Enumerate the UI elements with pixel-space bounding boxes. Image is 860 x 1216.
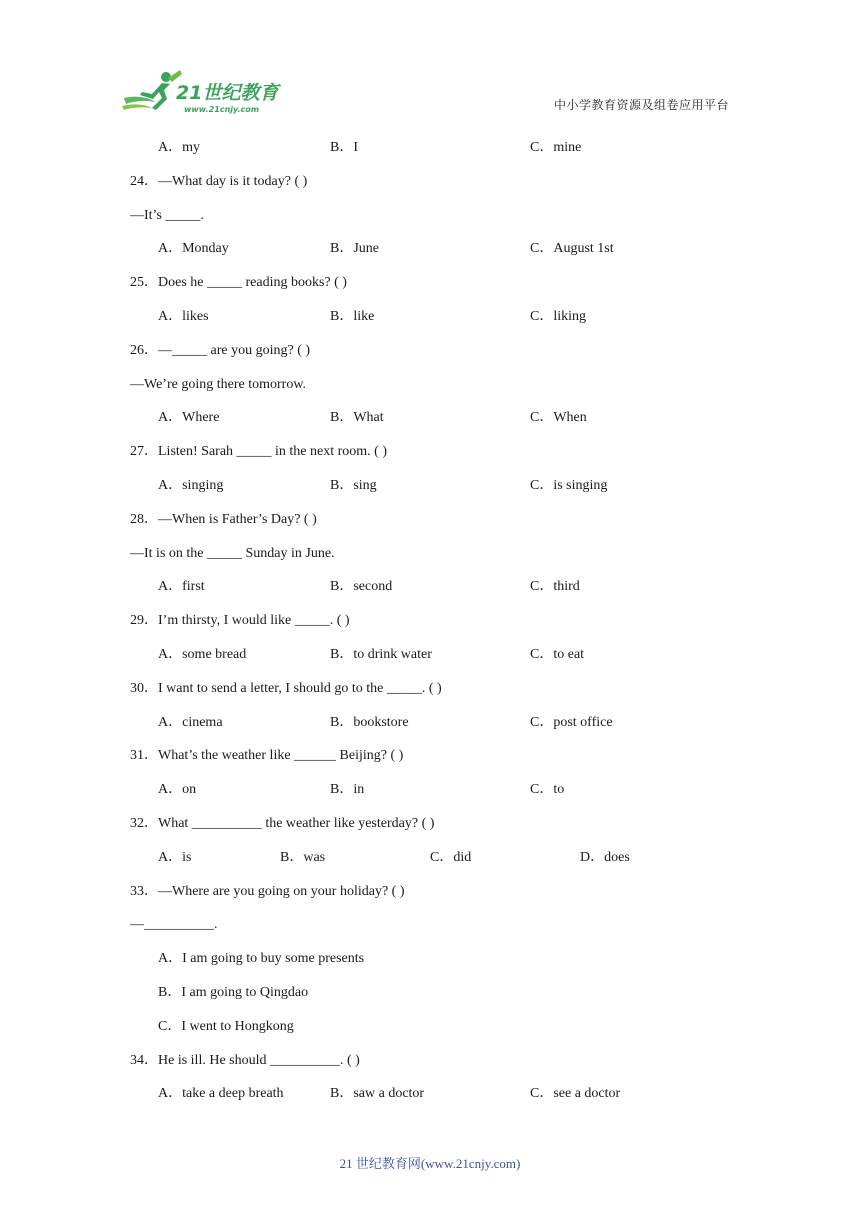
page-header: [0, 0, 860, 130]
question-stem: [0, 334, 860, 368]
dialog-text: —It’s _____.: [130, 207, 204, 223]
answer-options: [0, 1010, 860, 1044]
question-text: 31．What’s the weather like ______ Beijing? ( ): [130, 748, 404, 764]
answer-option: B．I: [330, 140, 358, 155]
question-stem: [0, 165, 860, 199]
question-text: 32．What __________ the weather like yesterday? ( ): [130, 816, 435, 831]
answer-options: [0, 570, 860, 604]
dialog-line: [0, 537, 860, 571]
dialog-text: —__________.: [130, 917, 218, 933]
answer-option: C．to eat: [530, 647, 585, 662]
answer-options: [0, 976, 860, 1010]
answer-option: A．cinema: [158, 714, 223, 730]
question-stem: [0, 807, 860, 841]
answer-option: C．liking: [530, 309, 587, 324]
dialog-text: —We’re going there tomorrow.: [130, 376, 307, 392]
question-stem: [0, 739, 860, 773]
dialog-text: —It is on the _____ Sunday in June.: [130, 545, 335, 561]
answer-option: C．When: [530, 410, 587, 426]
answer-option: A．likes: [158, 309, 209, 324]
dialog-line: [0, 368, 860, 402]
answer-option: C．post office: [530, 714, 613, 730]
answer-options: [0, 1077, 860, 1111]
question-text: 30．I want to send a letter, I should go to the _____. ( ): [130, 680, 442, 696]
answer-option: C．did: [430, 849, 472, 865]
answer-option: B．second: [330, 579, 393, 595]
answer-option: B．to drink water: [330, 647, 432, 662]
answer-options: [0, 401, 860, 435]
question-text: 27．Listen! Sarah _____ in the next room. ( ): [130, 444, 388, 460]
answer-option: C．third: [530, 579, 580, 595]
answer-option: C．I went to Hongkong: [158, 1018, 294, 1034]
question-stem: [0, 1044, 860, 1078]
answer-option: A．some bread: [158, 647, 247, 662]
answer-options: [0, 232, 860, 266]
question-stem: [0, 266, 860, 300]
answer-option: B．June: [330, 241, 379, 257]
answer-options: [0, 942, 860, 976]
question-stem: [0, 875, 860, 909]
answer-option: B．like: [330, 309, 375, 324]
answer-option: C．mine: [530, 140, 582, 155]
question-stem: [0, 672, 860, 706]
answer-option: B．sing: [330, 478, 377, 493]
answer-option: D．does: [580, 849, 630, 865]
dialog-line: [0, 199, 860, 233]
answer-option: C．see a doctor: [530, 1086, 621, 1102]
runner-icon: [122, 70, 182, 110]
question-text: 26．—_____ are you going? ( ): [130, 342, 311, 358]
question-text: 28．—When is Father’s Day? ( ): [130, 511, 317, 527]
answer-option: C．is singing: [530, 478, 608, 493]
answer-option: A．my: [158, 140, 200, 155]
answer-option: A．take a deep breath: [158, 1086, 284, 1102]
answer-option: A．Where: [158, 410, 220, 426]
site-logo: [122, 68, 292, 116]
question-stem: [0, 604, 860, 638]
answer-options: [0, 773, 860, 807]
answer-option: A．is: [158, 849, 192, 865]
question-text: 29．I’m thirsty, I would like _____. ( ): [130, 613, 350, 629]
logo-url-text: www.21cnjy.com: [184, 105, 260, 114]
answer-option: B．What: [330, 410, 384, 426]
question-text: 34．He is ill. He should __________. ( ): [130, 1052, 360, 1068]
header-divider: [128, 118, 732, 119]
logo-text: 21世纪教育: [176, 82, 279, 104]
answer-options: [0, 300, 860, 334]
question-stem: [0, 503, 860, 537]
answer-option: B．bookstore: [330, 714, 409, 730]
answer-options: [0, 469, 860, 503]
answer-option: A．singing: [158, 478, 224, 493]
answer-option: A．first: [158, 579, 205, 595]
answer-option: B．in: [330, 782, 365, 798]
answer-options: [0, 841, 860, 875]
answer-option: A．Monday: [158, 241, 229, 257]
question-text: 25．Does he _____ reading books? ( ): [130, 275, 347, 291]
platform-title: 中小学教育资源及组卷应用平台: [553, 98, 729, 112]
question-text: 24．—What day is it today? ( ): [130, 173, 308, 189]
answer-option: C．August 1st: [530, 241, 614, 257]
answer-options: [0, 131, 860, 165]
answer-option: A．I am going to buy some presents: [158, 951, 365, 967]
answer-option: B．saw a doctor: [330, 1086, 425, 1102]
answer-option: A．on: [158, 782, 197, 798]
answer-options: [0, 706, 860, 740]
dialog-line: [0, 908, 860, 942]
answer-options: [0, 638, 860, 672]
answer-option: C．to: [530, 782, 565, 798]
question-stem: [0, 435, 860, 469]
answer-option: B．I am going to Qingdao: [158, 985, 309, 1000]
answer-option: B．was: [280, 849, 326, 865]
page-footer: 21 世纪教育网(www.21cnjy.com): [339, 1156, 521, 1171]
question-text: 33．—Where are you going on your holiday? ( ): [130, 883, 405, 899]
